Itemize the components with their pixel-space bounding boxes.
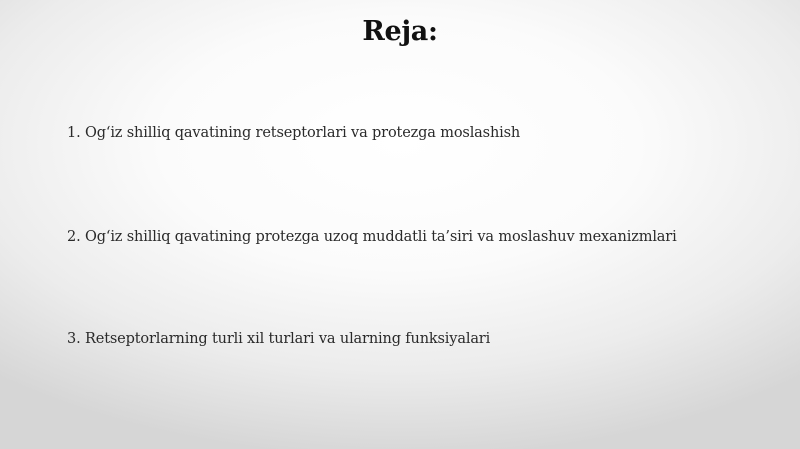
list-item: 2. Og‘iz shilliq qavatining protezga uzoq muddatli ta’siri va moslashuv mexanizmlari <box>67 229 677 245</box>
list-item: 1. Og‘iz shilliq qavatining retseptorlari va protezga moslashish <box>67 125 521 141</box>
slide-title: Reja: <box>362 16 438 47</box>
list-item: 3. Retseptorlarning turli xil turlari va ularning funksiyalari <box>67 331 491 347</box>
